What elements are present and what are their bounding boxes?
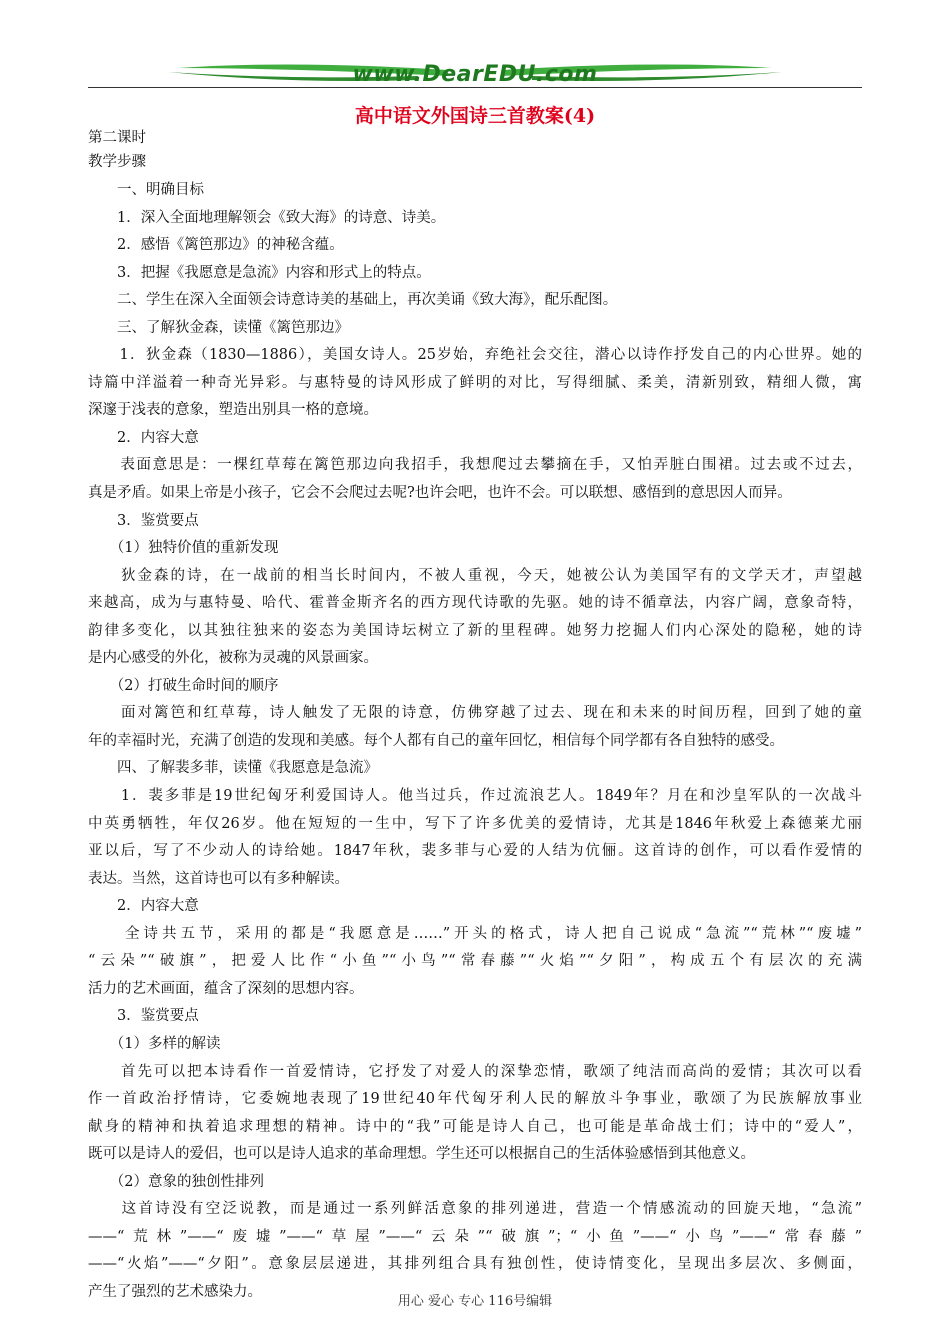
body-text-line: 2．内容大意 — [88, 430, 199, 446]
body-text-line: 来越高，成为与惠特曼、哈代、霍普金斯齐名的西方现代诗歌的先驱。她的诗不循章法，内容广阔，意象奇特， — [88, 595, 862, 611]
body-text-line: 献身的精神和执着追求理想的精神。诗中的“我”可能是诗人自己，也可能是革命战士们；诗中的“爱人”， — [88, 1119, 862, 1135]
body-text-line: 1．狄金森（1830—1886），美国女诗人。25岁始，弃绝社会交往，潜心以诗作抒发自己的内心世界。她的 — [88, 347, 862, 363]
body-text-line: 教学步骤 — [88, 154, 146, 170]
header-divider — [88, 87, 862, 88]
body-text-line: （1）多样的解读 — [88, 1036, 221, 1052]
body-text-line: 诗篇中洋溢着一种奇光异彩。与惠特曼的诗风形成了鲜明的对比，写得细腻、柔美，清新别致，精细人微，寓 — [88, 375, 862, 391]
body-text-line: 四、了解裴多菲，读懂《我愿意是急流》 — [88, 760, 378, 776]
body-text-line: （1）独特价值的重新发现 — [88, 540, 279, 556]
body-text-line: 表面意思是：一棵红草莓在篱笆那边向我招手，我想爬过去攀摘在手，又怕弄脏白围裙。过去或不过去， — [88, 457, 862, 473]
body-text-line: 2．内容大意 — [88, 898, 199, 914]
body-text-line: 首先可以把本诗看作一首爱情诗，它抒发了对爱人的深挚恋情，歌颂了纯洁而高尚的爱情；其次可以看 — [88, 1064, 862, 1080]
body-text-line: 真是矛盾。如果上帝是小孩子，它会不会爬过去呢?也许会吧，也许不会。可以联想、感悟到的意思因人而异。 — [88, 485, 792, 501]
body-text-line: 既可以是诗人的爱侣，也可以是诗人追求的革命理想。学生还可以根据自己的生活体验感悟到其他意义。 — [88, 1146, 755, 1162]
body-text-line: 作一首政治抒情诗，它委婉地表现了19世纪40年代匈牙利人民的解放斗争事业，歌颂了为民族解放事业 — [88, 1091, 862, 1107]
body-text-line: 3．把握《我愿意是急流》内容和形式上的特点。 — [88, 265, 431, 281]
body-text-line: 3．鉴赏要点 — [88, 513, 199, 529]
body-text-line: 面对篱笆和红草莓，诗人触发了无限的诗意，仿佛穿越了过去、现在和未来的时间历程，回到了她的童 — [88, 705, 862, 721]
body-text-line: ——“荒林”——“废墟”——“草屋”——“云朵”“破旗”；“小鱼”——“小鸟”——“常春藤” — [88, 1229, 862, 1245]
body-text-line: 1．裴多菲是19世纪匈牙利爱国诗人。他当过兵，作过流浪艺人。1849年？月在和沙皇军队的一次战斗 — [88, 788, 862, 804]
body-text-line: 第二课时 — [88, 130, 146, 146]
body-text-line: 1．深入全面地理解领会《致大海》的诗意、诗美。 — [88, 210, 446, 226]
body-text-line: 韵律多变化，以其独往独来的姿态为美国诗坛树立了新的里程碑。她努力挖掘人们内心深处的隐秘，她的诗 — [88, 623, 862, 639]
body-text-line: （2）打破生命时间的顺序 — [88, 678, 279, 694]
document-title: 高中语文外国诗三首教案(4) — [354, 105, 596, 127]
body-text-line: 狄金森的诗，在一战前的相当长时间内，不被人重视，今天，她被公认为美国罕有的文学天才，声望越 — [88, 568, 862, 584]
body-text-line: 年的幸福时光，充满了创造的发现和美感。每个人都有自己的童年回忆，相信每个同学都有各自独特的感受。 — [88, 733, 784, 749]
body-text-line: 三、了解狄金森，读懂《篱笆那边》 — [88, 320, 349, 336]
body-text-line: 二、学生在深入全面领会诗意诗美的基础上，再次美诵《致大海》，配乐配图。 — [88, 292, 618, 308]
body-text-line: 一、明确目标 — [88, 182, 204, 198]
body-text-line: 3．鉴赏要点 — [88, 1008, 199, 1024]
body-text-line: （2）意象的独创性排列 — [88, 1174, 264, 1190]
body-text-line: 这首诗没有空泛说教，而是通过一系列鲜活意象的排列递进，营造一个情感流动的回旋天地，“急流” — [88, 1201, 862, 1217]
site-logo: www.DearEDU.com — [352, 62, 598, 87]
body-text-line: 活力的艺术画面，蕴含了深刻的思想内容。 — [88, 981, 364, 997]
body-text-line: ——“火焰”——“夕阳”。意象层层递进，其排列组合具有独创性，使诗情变化，呈现出多层次、多侧面， — [88, 1256, 862, 1272]
body-text-line: “云朵”“破旗”，把爱人比作“小鱼”“小鸟”“常春藤”“火焰”“夕阳”，构成五个有层次的充满 — [88, 953, 862, 969]
page-footer: 用心 爱心 专心 116号编辑 — [397, 1294, 553, 1309]
body-text-line: 2．感悟《篱笆那边》的神秘含蕴。 — [88, 237, 344, 253]
body-text-line: 中英勇牺牲，年仅26岁。他在短短的一生中，写下了许多优美的爱情诗，尤其是1846年秋爱上森德莱尤丽 — [88, 816, 862, 832]
body-text-line: 表达。当然，这首诗也可以有多种解读。 — [88, 871, 349, 887]
body-text-line: 全诗共五节，采用的都是“我愿意是……”开头的格式，诗人把自己说成“急流”“荒林”“废墟” — [88, 926, 862, 942]
body-text-line: 亚以后，写了不少动人的诗给她。1847年秋，裴多菲与心爱的人结为伉俪。这首诗的创作，可以看作爱情的 — [88, 843, 862, 859]
body-text-line: 深邃于浅表的意象，塑造出别具一格的意境。 — [88, 402, 378, 418]
body-text-line: 产生了强烈的艺术感染力。 — [88, 1284, 262, 1300]
body-text-line: 是内心感受的外化，被称为灵魂的风景画家。 — [88, 650, 378, 666]
